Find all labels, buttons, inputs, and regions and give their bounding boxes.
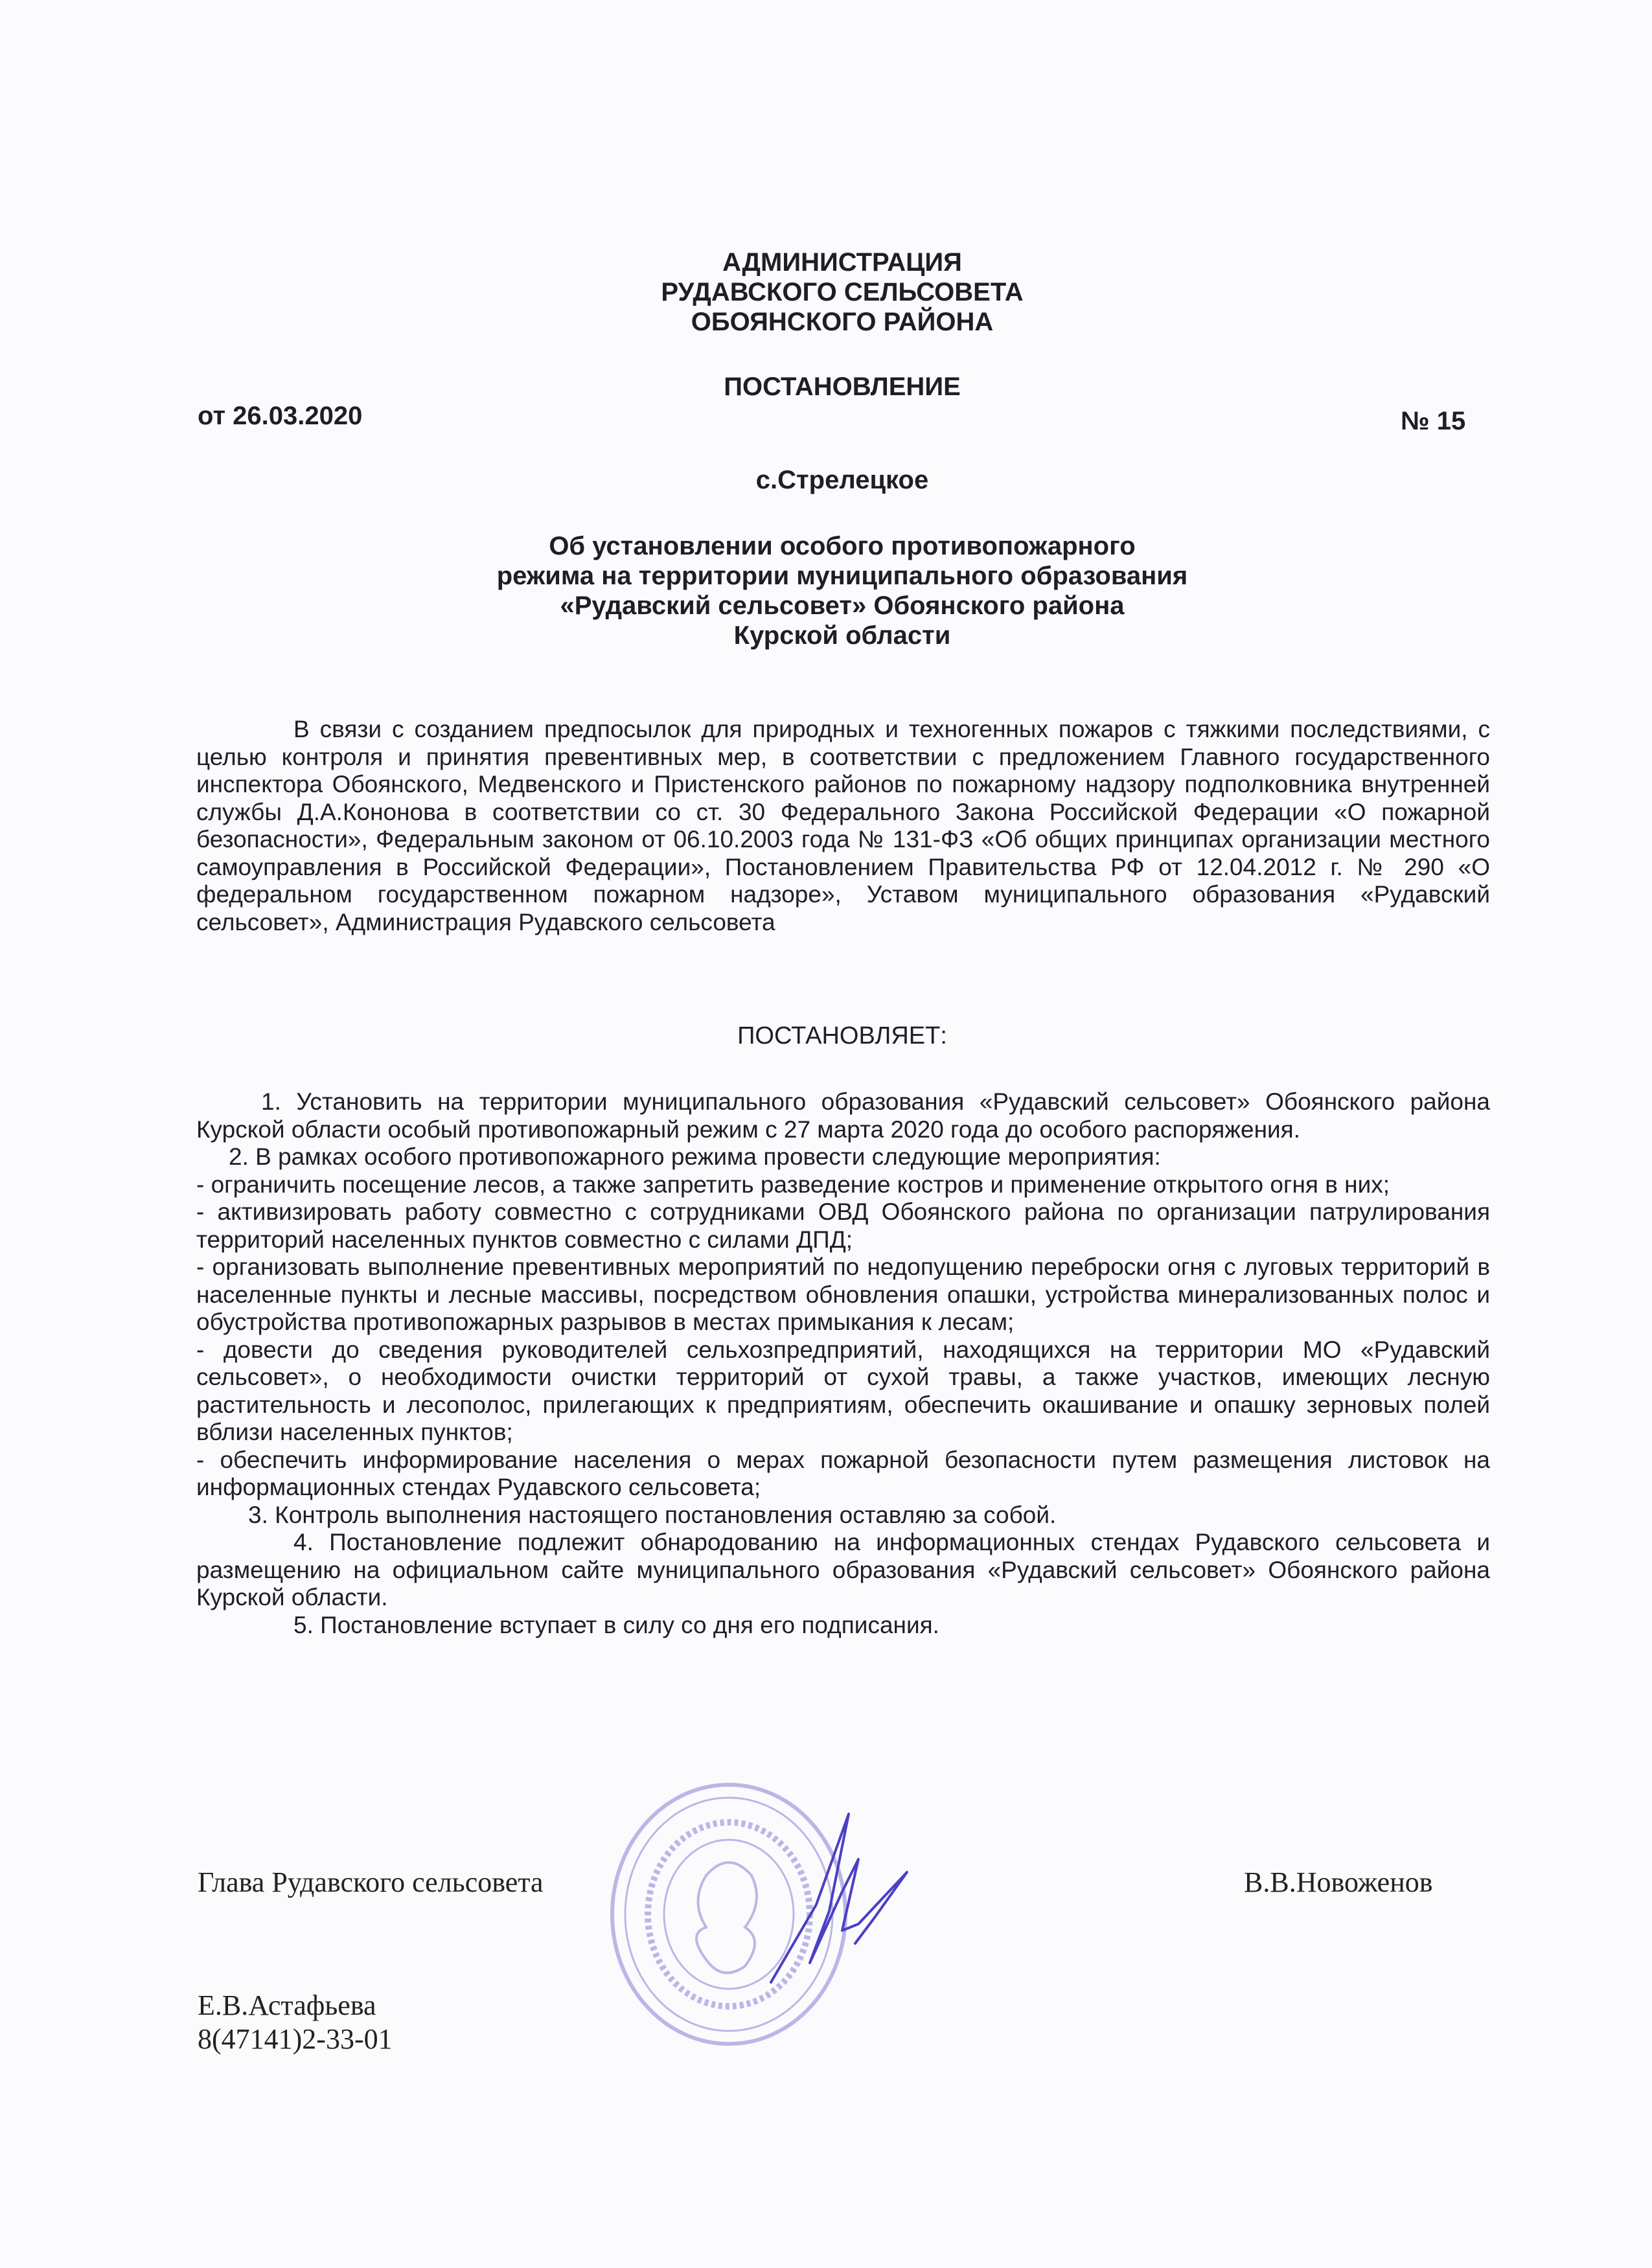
org-line: ОБОЯНСКОГО РАЙОНА	[691, 308, 994, 336]
signature-icon	[745, 1794, 952, 2002]
resolution-items	[196, 1088, 1490, 1639]
title-line: «Рудавский сельсовет» Обоянского района	[560, 591, 1125, 620]
item-2: 2. В рамках особого противопожарного режима провести следующие мероприятия:	[229, 1143, 1161, 1170]
org-line: АДМИНИСТРАЦИЯ	[722, 248, 962, 277]
item-5: 5. Постановление вступает в силу со дня его подписания.	[293, 1611, 939, 1638]
document-type: ПОСТАНОВЛЕНИЕ	[724, 372, 961, 401]
executor-phone: 8(47141)2-33-01	[198, 2023, 393, 2055]
measure-item: - активизировать работу совместно с сотрудниками ОВД Обоянского района по организации патрулирования территорий населенных пунктов совместно с силами ДПД;	[196, 1198, 1490, 1253]
signatory-name: В.В.Новоженов	[1244, 1866, 1433, 1898]
measure-item: - ограничить посещение лесов, а также запретить разведение костров и применение открытого огня в них;	[196, 1171, 1390, 1198]
document-date: от 26.03.2020	[198, 402, 363, 430]
item-1: 1. Установить на территории муниципального образования «Рудавский сельсовет» Обоянского района Курской области особый противопожарный режим с 27 марта 2020 года до особого распоряжения.	[196, 1088, 1490, 1143]
measure-item: - довести до сведения руководителей сельхозпредприятий, находящихся на территории МО «Рудавский сельсовет», о необходимости очистки территорий от сухой травы, а также участков, имеющих лесную растительность и лесополос, прилегающих к предприятиям, обеспечить окашивание и опашку зерновых полей вблизи населенных пунктов;	[196, 1336, 1490, 1445]
item-3: 3. Контроль выполнения настоящего постановления оставляю за собой.	[248, 1501, 1057, 1528]
document-place: с.Стрелецкое	[755, 466, 929, 494]
title-line: Об установлении особого противопожарного	[549, 532, 1136, 560]
preamble	[196, 716, 1490, 936]
preamble-text: В связи с созданием предпосылок для природных и техногенных пожаров с тяжкими последствиями, с целью контроля и принятия превентивных мер, в соответствии с предложением Главного государственного инспектора Обоянского, Медвенского и Пристенского районов по пожарному надзору подполковника внутренней службы Д.А.Кононова в соответствии со ст. 30 Федерального Закона Российской Федерации «О пожарной безопасности», Федеральным законом от 06.10.2003 года № 131-ФЗ «Об общих принципах организации местного самоуправления в Российской Федерации», Постановлением Правительства РФ от 12.04.2012 г. № 290 «О федеральном государственном пожарном надзоре», Уставом муниципального образования «Рудавский сельсовет», Администрация Рудавского сельсовета	[196, 716, 1490, 935]
item-4: 4. Постановление подлежит обнародованию на информационных стендах Рудавского сельсовета и размещению на официальном сайте муниципального образования «Рудавский сельсовет» Обоянского района Курской области.	[196, 1529, 1490, 1610]
title-line: Курской области	[733, 621, 951, 650]
measure-item: - организовать выполнение превентивных мероприятий по недопущению переброски огня с луговых территорий в населенные пункты и лесные массивы, посредством обновления опашки, устройства минерализованных полос и обустройства противопожарных разрывов в местах примыкания к лесам;	[196, 1254, 1490, 1335]
title-line: режима на территории муниципального образования	[496, 562, 1188, 590]
org-line: РУДАВСКОГО СЕЛЬСОВЕТА	[661, 278, 1024, 306]
document-title	[194, 531, 1490, 650]
measure-item: - обеспечить информирование населения о мерах пожарной безопасности путем размещения листовок на информационных стендах Рудавского сельсовета;	[196, 1446, 1490, 1500]
executor-name: Е.В.Астафьева	[198, 1989, 376, 2021]
document-number: № 15	[1401, 407, 1466, 435]
organization-header	[194, 247, 1490, 337]
resolves-heading: ПОСТАНОВЛЯЕТ:	[737, 1022, 947, 1049]
signatory-role: Глава Рудавского сельсовета	[198, 1866, 544, 1898]
